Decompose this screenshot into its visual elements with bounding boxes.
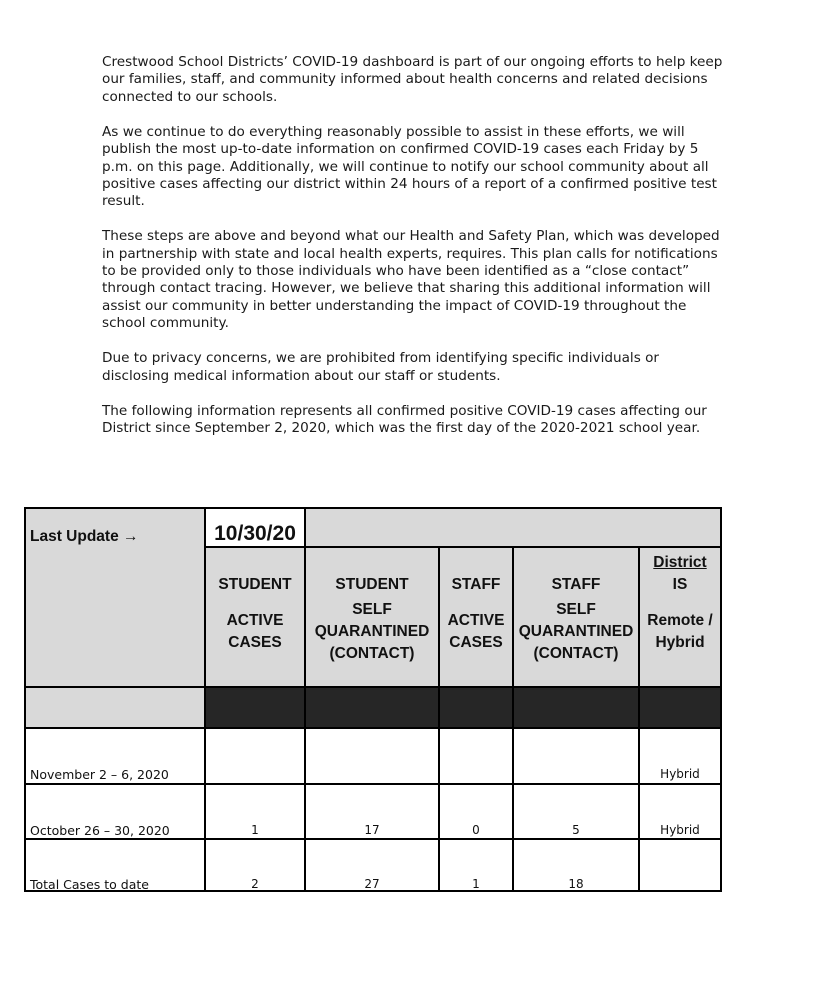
table-border — [24, 838, 722, 840]
intro-paragraph: Due to privacy concerns, we are prohibited from identifying specific individuals or disclosing medical information about our staff or students. — [102, 350, 660, 384]
last-update-label: Last Update → — [30, 528, 139, 545]
table-header-fill — [305, 508, 721, 548]
header-student-self-quarantined: STUDENT SELF QUARANTINED (CONTACT) — [314, 576, 430, 662]
intro-paragraph: The following information represents all confirmed positive COVID-19 cases affecting our District since September 2, 2020, which was the first day of the 2020-2021 school year. — [102, 402, 707, 436]
intro-text — [102, 54, 727, 455]
table-spacer-fill — [25, 688, 205, 728]
staff-active-cases: 0 — [472, 823, 480, 837]
intro-paragraph: As we continue to do everything reasonably possible to assist in these efforts, we will publish the most up-to-date information on confirmed COVID-19 cases each Friday by 5 p.m. on this page. Additionally, we will continue to notify our school community about all positive cases affecting our district within 24 hours of a report of a confirmed positive test result. — [102, 123, 717, 210]
table-border — [24, 783, 722, 785]
header-staff-self-quarantined: STAFF SELF QUARANTINED (CONTACT) — [518, 576, 634, 662]
header-student-active: STUDENT ACTIVE CASES — [218, 576, 292, 651]
staff-self-quarantined: 18 — [568, 877, 584, 891]
last-update-date: 10/30/20 — [214, 522, 296, 545]
intro-paragraph: Crestwood School Districts’ COVID-19 dashboard is part of our ongoing efforts to help keep our families, staff, and community informed about health concerns and related decisions connected to our schools. — [102, 54, 723, 105]
district-mode: Hybrid — [660, 767, 700, 781]
staff-active-cases: 1 — [472, 877, 480, 891]
table-border — [24, 507, 722, 509]
district-mode: Hybrid — [660, 823, 700, 837]
row-label: October 26 – 30, 2020 — [30, 823, 170, 838]
student-self-quarantined: 17 — [364, 823, 380, 837]
intro-paragraph: These steps are above and beyond what our Health and Safety Plan, which was developed in partnership with state and local health experts, requires. This plan calls for notifications to be provided only to those individuals who have been identified as a “close contact” through contact tracing. However, we believe that sharing this additional information will assist our community in better understanding the impact of COVID-19 throughout the school community. — [102, 228, 720, 332]
student-active-cases: 2 — [251, 877, 259, 891]
table-border — [24, 507, 26, 892]
row-label: November 2 – 6, 2020 — [30, 767, 169, 782]
staff-self-quarantined: 5 — [572, 823, 580, 837]
table-border — [24, 686, 722, 688]
student-self-quarantined: 27 — [364, 877, 380, 891]
table-dark-band — [205, 688, 721, 728]
row-label: Total Cases to date — [30, 877, 149, 892]
student-active-cases: 1 — [251, 823, 259, 837]
table-border — [720, 507, 722, 892]
header-district-mode: District IS Remote / Hybrid — [647, 554, 713, 651]
header-staff-active: STAFF ACTIVE CASES — [447, 576, 505, 651]
table-border — [24, 727, 722, 729]
